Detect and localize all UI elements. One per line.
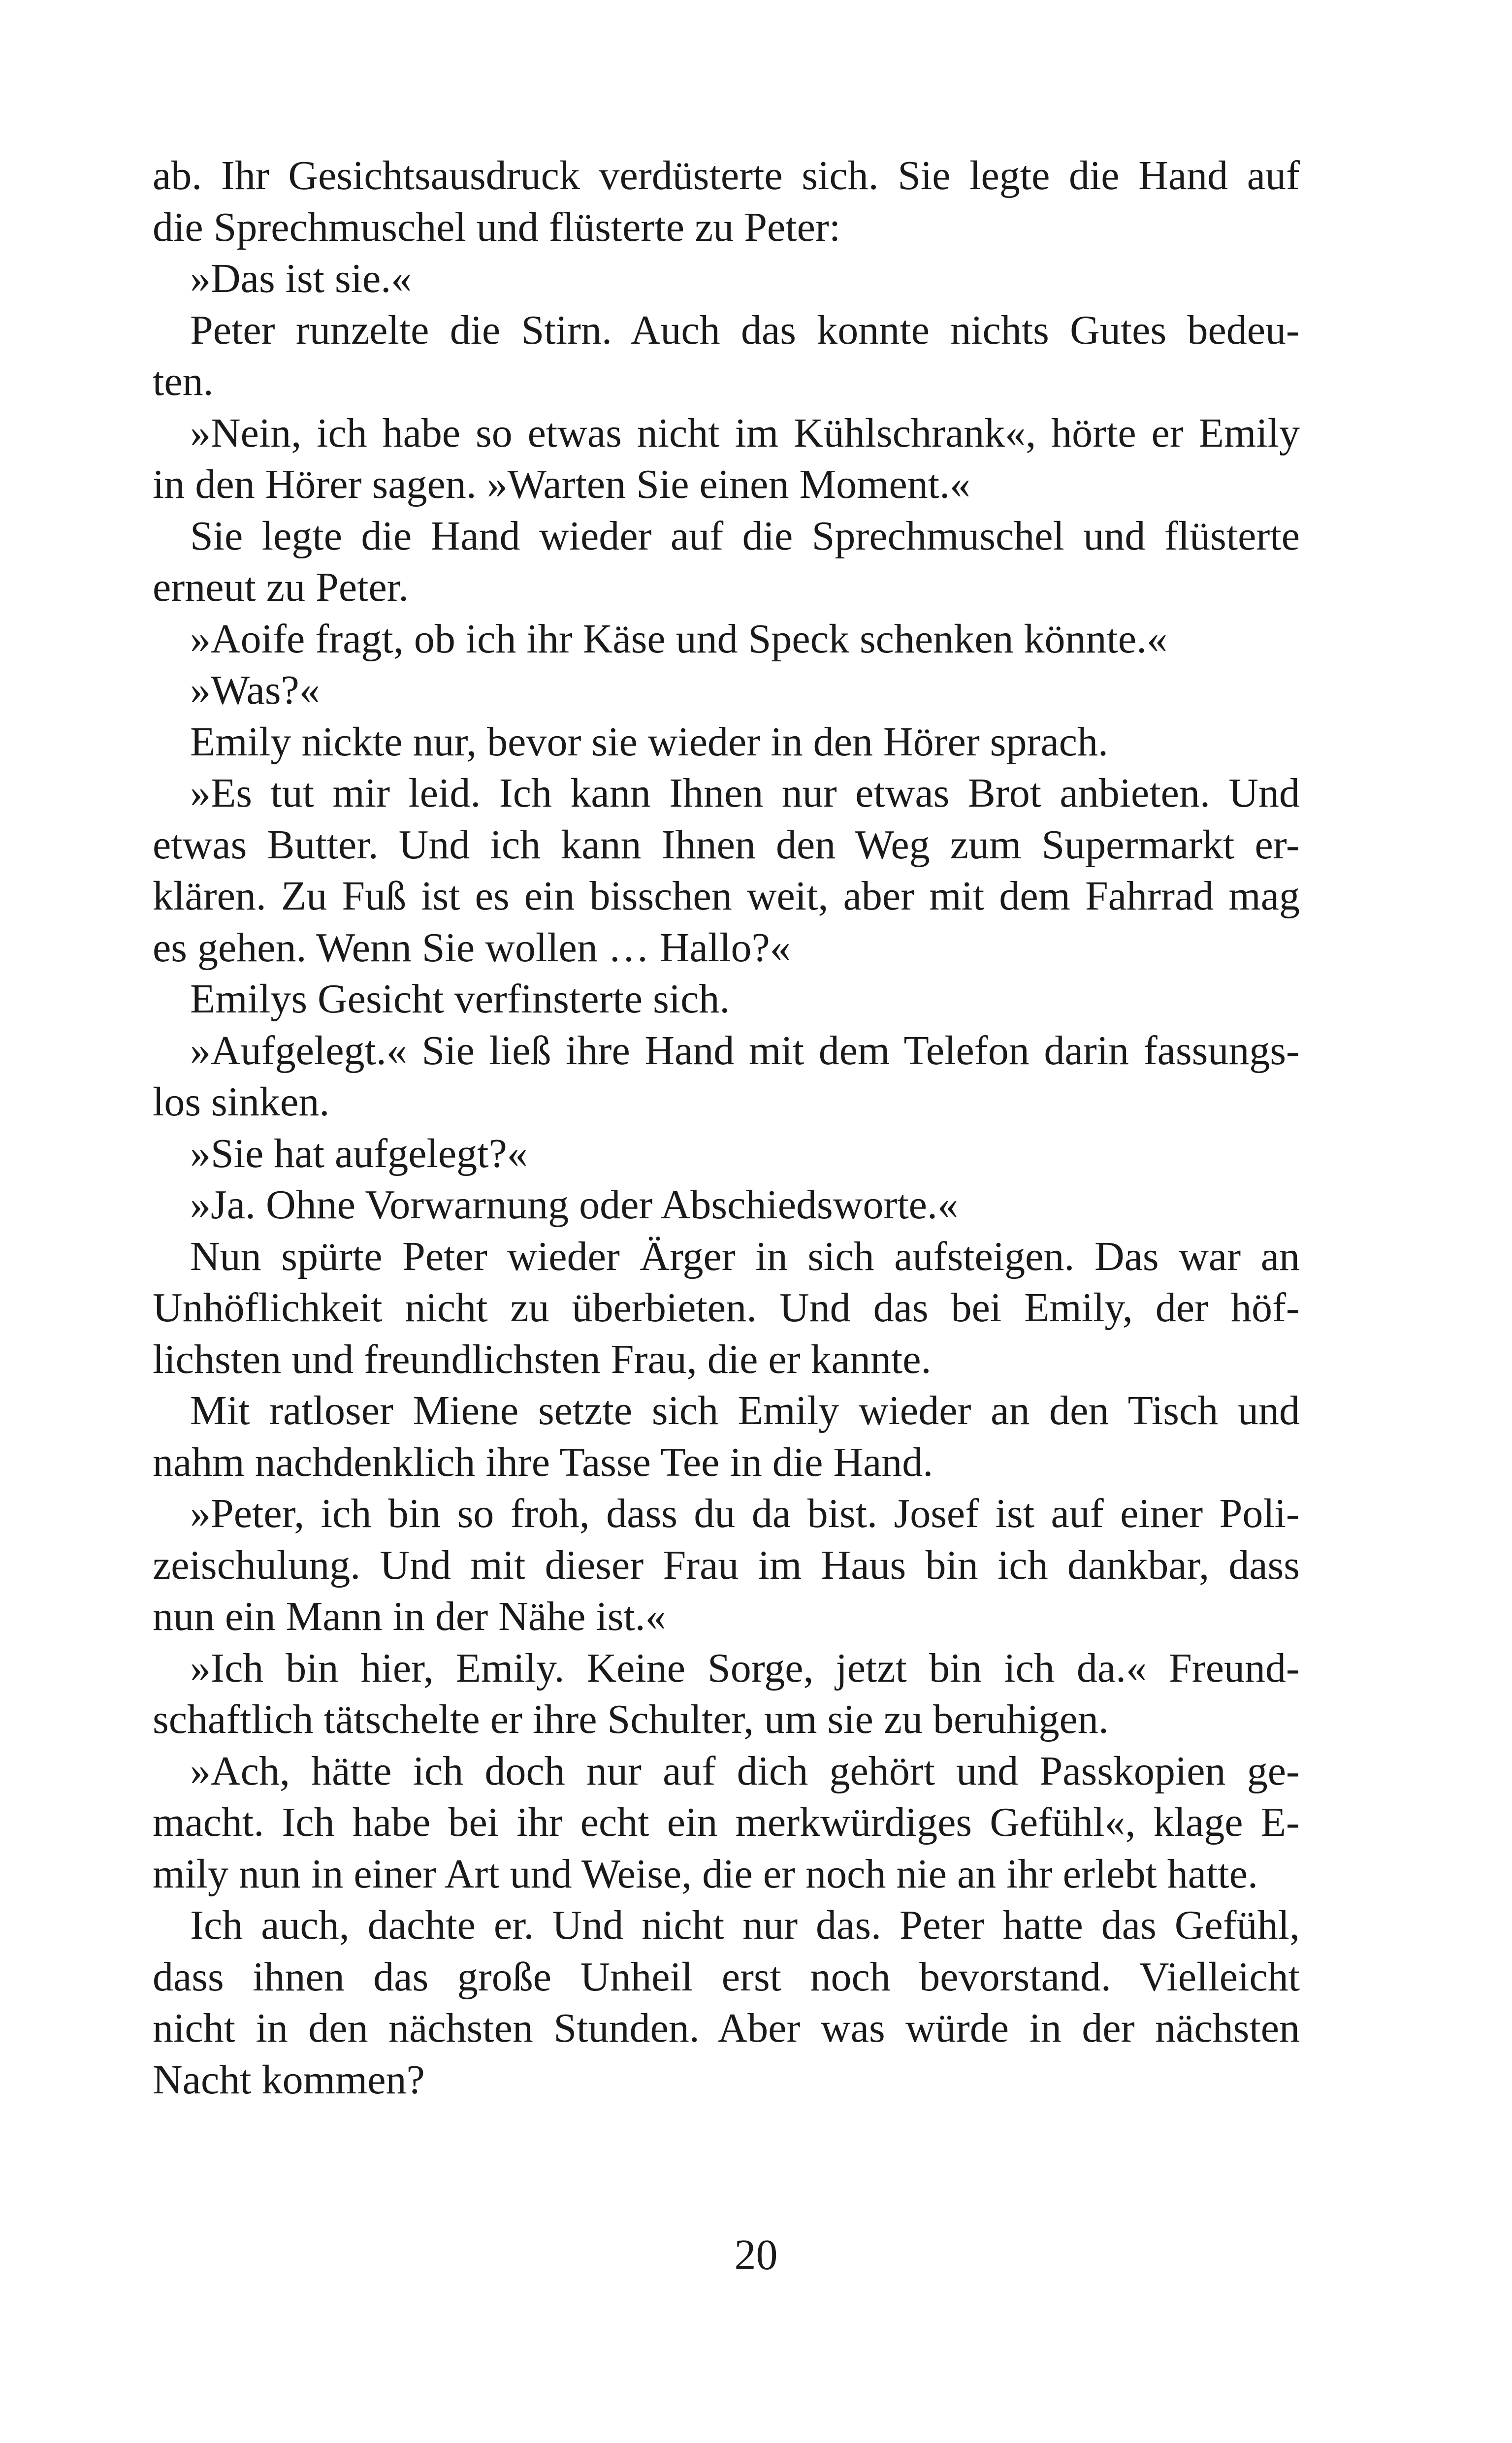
body-text <box>153 150 1300 2106</box>
text-line: es gehen. Wenn Sie wollen … Hallo?« <box>153 924 791 971</box>
text-line: Ich auch, dachte er. Und nicht nur das. Peter hatte das Gefühl, <box>190 1902 1300 1948</box>
text-line: lichsten und freundlichsten Frau, die er kannte. <box>153 1336 932 1382</box>
text-line: in den Hörer sagen. »Warten Sie einen Moment.« <box>153 461 971 507</box>
text-line: »Ich bin hier, Emily. Keine Sorge, jetzt bin ich da.« Freund- <box>190 1645 1300 1691</box>
text-line: »Ja. Ohne Vorwarnung oder Abschiedsworte.« <box>190 1182 958 1228</box>
text-line: erneut zu Peter. <box>153 564 409 610</box>
text-line: ab. Ihr Gesichtsausdruck verdüsterte sich. Sie legte die Hand auf <box>153 153 1300 198</box>
text-line: ten. <box>153 358 214 404</box>
text-line: »Peter, ich bin so froh, dass du da bist. Josef ist auf einer Poli- <box>190 1491 1300 1536</box>
text-line: nun ein Mann in der Nähe ist.« <box>153 1594 666 1639</box>
text-line: Nun spürte Peter wieder Ärger in sich aufsteigen. Das war an <box>190 1233 1300 1279</box>
text-line: »Nein, ich habe so etwas nicht im Kühlschrank«, hörte er Emily <box>190 410 1300 456</box>
text-line: Nacht kommen? <box>153 2056 425 2103</box>
text-line: Peter runzelte die Stirn. Auch das konnte nichts Gutes bedeu- <box>190 307 1300 353</box>
text-line: »Aoife fragt, ob ich ihr Käse und Speck schenken könnte.« <box>190 616 1168 662</box>
text-line: los sinken. <box>153 1079 330 1125</box>
text-line: nahm nachdenklich ihre Tasse Tee in die Hand. <box>153 1439 933 1485</box>
text-line: »Sie hat aufgelegt?« <box>190 1130 528 1176</box>
text-line: dass ihnen das große Unheil erst noch bevorstand. Vielleicht <box>153 1954 1300 2000</box>
text-line: schaftlich tätschelte er ihre Schulter, um sie zu beruhigen. <box>153 1696 1109 1742</box>
text-line: »Was?« <box>190 667 320 713</box>
text-line: Mit ratloser Miene setzte sich Emily wieder an den Tisch und <box>190 1388 1300 1433</box>
text-line: die Sprechmuschel und flüsterte zu Peter: <box>153 204 841 250</box>
text-line: Emilys Gesicht verfinsterte sich. <box>190 976 730 1022</box>
text-line: mily nun in einer Art und Weise, die er noch nie an ihr erlebt hatte. <box>153 1851 1258 1897</box>
text-line: Sie legte die Hand wieder auf die Sprechmuschel und flüsterte <box>190 513 1300 559</box>
text-line: nicht in den nächsten Stunden. Aber was würde in der nächsten <box>153 2005 1300 2051</box>
page-number: 20 <box>734 2231 778 2279</box>
text-line: macht. Ich habe bei ihr echt ein merkwürdiges Gefühl«, klage E- <box>153 1799 1300 1845</box>
text-line: Emily nickte nur, bevor sie wieder in den Hörer sprach. <box>190 718 1109 765</box>
text-line: »Es tut mir leid. Ich kann Ihnen nur etwas Brot anbieten. Und <box>190 770 1300 816</box>
text-line: zeischulung. Und mit dieser Frau im Haus bin ich dankbar, dass <box>153 1542 1300 1588</box>
text-line: »Das ist sie.« <box>190 256 412 301</box>
text-line: »Aufgelegt.« Sie ließ ihre Hand mit dem Telefon darin fassungs- <box>190 1027 1300 1074</box>
text-line: etwas Butter. Und ich kann Ihnen den Weg zum Supermarkt er- <box>153 821 1300 868</box>
text-line: »Ach, hätte ich doch nur auf dich gehört und Passkopien ge- <box>190 1748 1300 1794</box>
text-line: klären. Zu Fuß ist es ein bisschen weit, aber mit dem Fahrrad mag <box>153 873 1300 919</box>
text-line: Unhöflichkeit nicht zu überbieten. Und das bei Emily, der höf- <box>153 1285 1300 1331</box>
